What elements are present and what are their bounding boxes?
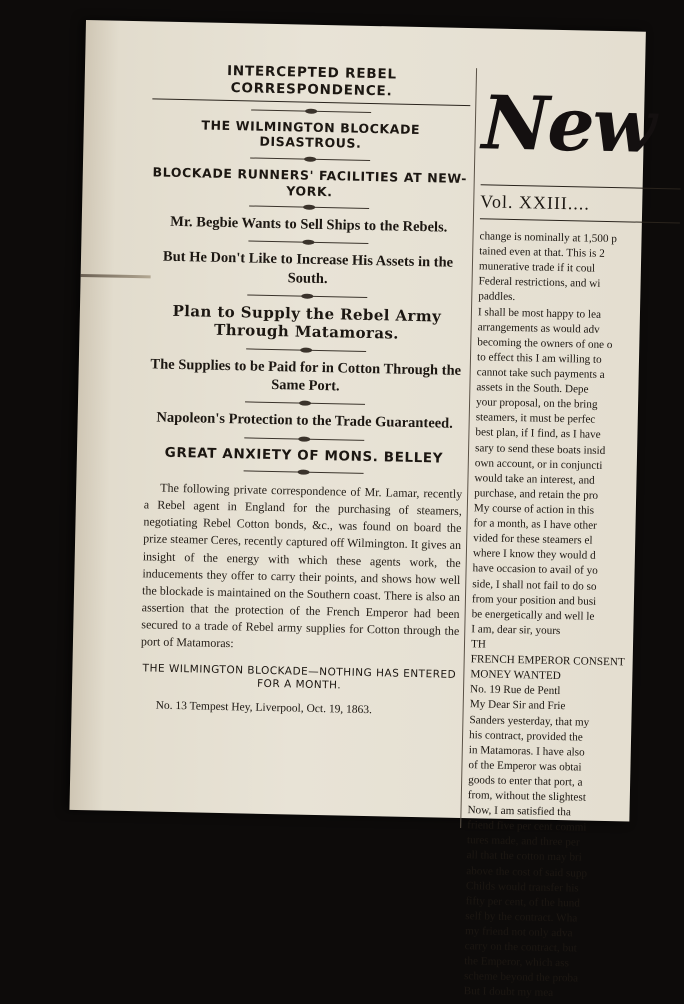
right-column-line: MONEY WANTED [470, 668, 561, 683]
right-column-line: becoming the owners of one o [477, 336, 613, 351]
right-column-line: TH [470, 638, 487, 651]
headline-5: But He Don't Like to Increase His Assets in the South. [162, 249, 454, 287]
rule [246, 349, 366, 353]
rule [250, 157, 370, 161]
rule [244, 471, 364, 475]
right-column-line: carry on the contract, but [464, 940, 577, 955]
rule [247, 294, 367, 298]
right-column-text [464, 229, 680, 1004]
right-column-line: cannot take such payments a [476, 366, 605, 381]
right-column-line: goods to enter that port, a [468, 774, 583, 789]
right-column-line: from, without the slightest [467, 789, 587, 804]
left-column [139, 61, 471, 729]
right-column-line: munerative trade if it coul [478, 260, 596, 275]
right-column-line: assets in the South. Depe [476, 381, 589, 396]
right-column-line: friend five per cent commi [467, 819, 587, 834]
rule [248, 241, 368, 245]
right-column-line: where I know they would d [472, 547, 596, 563]
right-column-line: all that the cotton may bri [466, 849, 582, 865]
right-column-line: arrangements as would adv [477, 320, 600, 336]
right-column-line: steamers, it must be perfec [475, 411, 596, 427]
right-column-line: in Matamoras. I have also [468, 743, 585, 759]
rule [245, 402, 365, 406]
headline-8: Napoleon's Protection to the Trade Guaranteed. [156, 409, 453, 433]
right-column-line: your proposal, on the bring [475, 396, 598, 411]
headline-1: INTERCEPTED REBEL CORRESPONDENCE. [152, 61, 471, 105]
right-column-line: But I doubt my mea [463, 985, 554, 1000]
right-column-line: tained even at that. This is 2 [479, 245, 605, 261]
right-column [464, 68, 683, 1004]
right-column-line: self by the contract. Wha [465, 910, 578, 925]
headline-9: GREAT ANXIETY OF MONS. BELLEY [164, 444, 444, 467]
volume-line: Vol. XXIII.... [480, 184, 681, 223]
right-column-line: change is nominally at 1,500 p [479, 230, 617, 246]
right-column-line: his contract, provided the [468, 728, 583, 744]
right-column-line: sary to send these boats insid [475, 441, 606, 457]
right-column-line: have occasion to avail of yo [472, 562, 598, 578]
subhead: THE WILMINGTON BLOCKADE—NOTHING HAS ENTERED FOR A MONTH. [142, 662, 457, 692]
newspaper-page [69, 20, 656, 1000]
right-column-line: would take an interest, and [474, 471, 595, 487]
right-column-line: Sanders yesterday, that my [469, 713, 590, 729]
right-column-line: to effect this I am willing to [476, 351, 602, 366]
right-column-line: own account, or in conjuncti [474, 456, 603, 472]
right-column-line: No. 19 Rue de Pentl [469, 683, 561, 698]
right-column-line: side, I shall not fail to do so [472, 577, 597, 593]
rule [251, 109, 371, 113]
right-column-line: vided for these steamers el [473, 532, 593, 547]
right-column-line: Now, I am satisfied tha [467, 804, 571, 819]
right-column-line: from your position and busi [471, 592, 597, 608]
right-column-line: the Emperor, which ass [464, 955, 570, 970]
right-column-line: My course of action in this [473, 502, 595, 517]
right-column-line: paddles. [478, 290, 516, 304]
right-column-line: fifty per cent, of the hund [465, 894, 581, 910]
rule [244, 437, 364, 441]
right-column-line: I shall be most happy to lea [477, 305, 602, 321]
right-column-line: my friend not only adva [464, 925, 573, 940]
right-column-line: FRENCH EMPEROR CONSENT [470, 653, 625, 669]
right-column-line: best plan, if I find, as I have [475, 426, 601, 442]
right-column-line: purchase, and retain the pro [474, 487, 599, 502]
story-text: The following private correspondence of Mr. Lamar, recently a Rebel agent in England for the purchasing of steamers, negotiating Rebel Cotton bonds, &c., was found on board the prize steamer Ceres, recently captured off Wilmington. It gives an insight of the energy with which these agents work, the inducements they offer to carry their points, and shows how well the blockade is maintained on the Southern coast. There is also an assertion that the protection of the French Emperor had been secured to a trade of Rebel army supplies for Cotton through the port of Matamoras: [140, 481, 463, 650]
headline-7: The Supplies to be Paid for in Cotton Through the Same Port. [150, 356, 462, 395]
right-column-line: Childs would transfer his [465, 879, 579, 895]
paper-tear [81, 274, 151, 278]
right-column-line: Federal restrictions, and wi [478, 275, 601, 291]
right-column-line: I am, dear sir, yours [471, 623, 561, 637]
masthead: New [481, 80, 656, 170]
right-column-line: for a month, as I have other [473, 517, 597, 532]
headline-4: Mr. Begbie Wants to Sell Ships to the Rebels. [170, 214, 448, 236]
right-column-line: tures made, and three per [466, 834, 580, 849]
headline-3: BLOCKADE RUNNERS' FACILITIES AT NEW-YORK. [152, 164, 468, 199]
right-column-line: scheme beyond the proba [463, 970, 579, 985]
right-column-line: above the cost of said supp [466, 864, 588, 880]
right-column-line: My Dear Sir and Frie [469, 698, 566, 713]
right-column-line: be energetically and well le [471, 607, 595, 623]
headline-6: Plan to Supply the Rebel Army Through Matamoras. [172, 301, 442, 343]
rule [249, 206, 369, 210]
dateline: No. 13 Tempest Hey, Liverpool, Oct. 19, 1863. [155, 700, 373, 717]
right-column-line: of the Emperor was obtai [468, 759, 582, 774]
headline-2: THE WILMINGTON BLOCKADE DISASTROUS. [201, 117, 421, 152]
